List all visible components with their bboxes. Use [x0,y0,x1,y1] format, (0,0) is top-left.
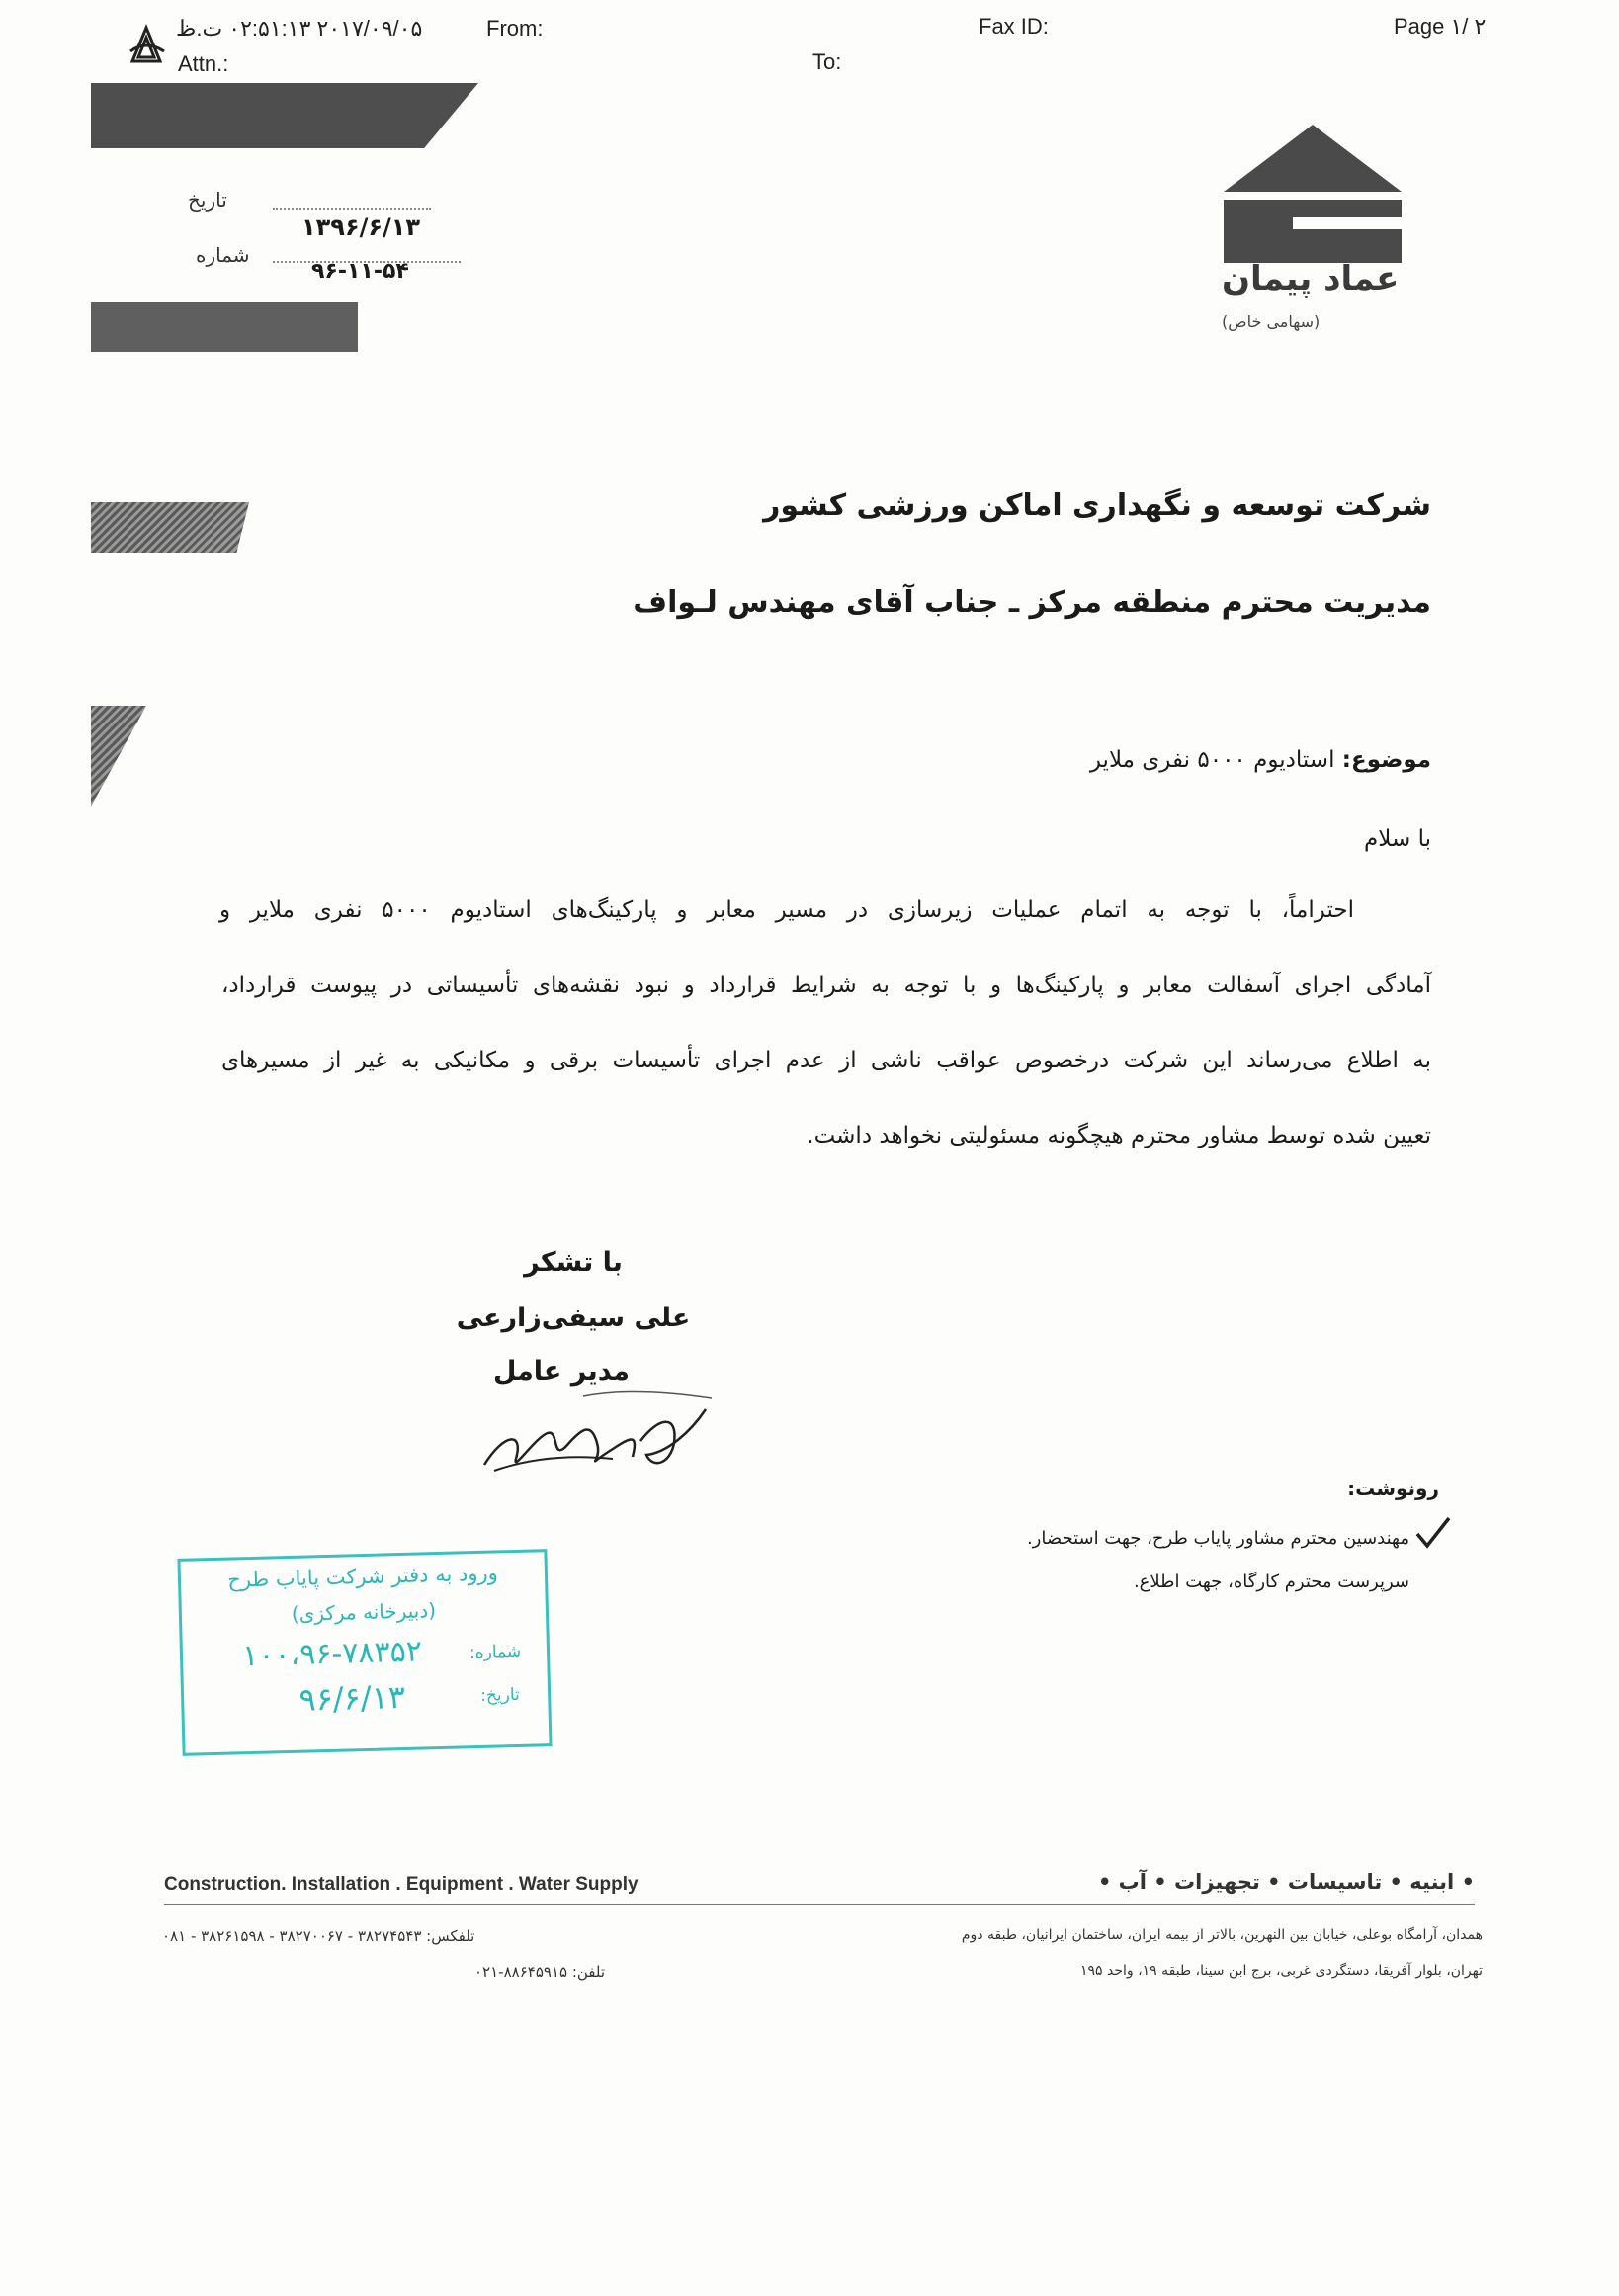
body-line-1: احتراماً، با توجه به اتمام عملیات زیرسازی در مسیر معابر و پارکینگ‌های استادیوم ۵۰۰۰ نفری ملایر و [219,897,1354,923]
footer-services-fa: • ابنیه • تاسیسات • تجهیزات • آب • [1097,1870,1475,1894]
body-line-2: آمادگی اجرای آسفالت معابر و پارکینگ‌ها و با توجه به شرایط قرارداد و نبود نقشه‌های تأسیساتی در پیوست قرارداد، [221,973,1431,998]
company-logo-icon [1224,125,1402,263]
footer-divider [164,1904,1475,1905]
subject-text: استادیوم ۵۰۰۰ نفری ملایر [1089,747,1335,773]
stamp-date-label: تاریخ: [479,1684,521,1706]
handwritten-signature [465,1374,731,1492]
date-dots [273,208,431,210]
footer-phone-tehran: تلفن: ۸۸۶۴۵۹۱۵-۰۲۱ [474,1963,606,1981]
date-value: ۱۳۹۶/۶/۱۳ [301,213,421,241]
fax-from-label: From: [486,16,544,41]
fax-logo-icon [127,22,166,67]
body-line-4: تعیین شده توسط مشاور محترم هیچگونه مسئولیتی نخواهد داشت. [807,1123,1431,1148]
stamp-line-1: ورود به دفتر شرکت پایاب طرح [226,1561,498,1592]
stamp-number-label: شماره: [469,1641,522,1663]
letterhead-bar-bottom [91,302,358,352]
fax-id-label: Fax ID: [979,14,1049,39]
signature-title: مدیر عامل [492,1356,631,1387]
fax-to-label: To: [812,49,842,74]
date-label: تاریخ [188,188,227,212]
footer-services-en: Construction. Installation . Equipment . Water Supply [164,1874,639,1895]
cc-label: رونوشت: [1347,1477,1439,1500]
company-type: (سهامی خاص) [1222,312,1321,331]
letterhead-hatch-block [91,502,249,553]
recipient-person: مدیریت محترم منطقه مرکز ـ جناب آقای مهندس لـواف [633,585,1431,620]
cc-check-icon [1413,1514,1453,1554]
body-line-3: به اطلاع می‌رساند این شرکت درخصوص عواقب ناشی از عدم اجرای تأسیسات برقی و مکانیکی به غیر از مسیرهای [221,1048,1431,1073]
recipient-org: شرکت توسعه و نگهداری اماکن ورزشی کشور [763,488,1431,523]
cc-item-1: مهندسین محترم مشاور پایاب طرح، جهت استحضار. [1026,1528,1409,1549]
fax-attn-label: Attn.: [178,51,229,76]
stamp-number-value: ۱۰۰،۹۶-۷۸۳۵۲ [241,1634,423,1674]
footer-address-hamedan: همدان، آرامگاه بوعلی، خیابان بین النهرین، بالاتر از بیمه ایران، ساختمان ایرانیان، طبقه دوم [961,1927,1483,1943]
cc-item-2: سرپرست محترم کارگاه، جهت اطلاع. [1133,1572,1409,1592]
receipt-stamp [177,1549,552,1756]
footer-address-tehran: تهران، بلوار آفریقا، دستگردی غربی، برج ابن سینا، طبقه ۱۹، واحد ۱۹۵ [1080,1963,1483,1979]
greeting: با سلام [1364,826,1431,852]
fax-page-label: Page ۱/ ۲ [1394,14,1487,39]
letterhead-bar-top [91,83,478,148]
number-value: ۹۶-۱۱-۵۴ [311,259,409,284]
footer-fax-hamedan: تلفکس: ۳۸۲۷۴۵۴۳ - ۳۸۲۷۰۰۶۷ - ۳۸۲۶۱۵۹۸ - ۰۸۱ [162,1927,475,1945]
letterhead-hatch-wedge [91,706,146,807]
fax-datetime: ۲۰۱۷/۰۹/۰۵ ۰۲:۵۱:۱۳ ت.ظ [176,16,423,41]
stamp-date-value: ۹۶/۶/۱۳ [298,1677,406,1719]
number-label: شماره [196,243,250,267]
company-name: عماد پیمان [1222,259,1400,298]
signature-closing: با تشکر [524,1247,623,1278]
signature-name: علی سیفی‌زارعی [456,1303,691,1333]
subject-line [692,747,1431,773]
stamp-line-2: (دبیرخانه مرکزی) [291,1598,437,1626]
subject-label: موضوع: [1341,747,1431,773]
